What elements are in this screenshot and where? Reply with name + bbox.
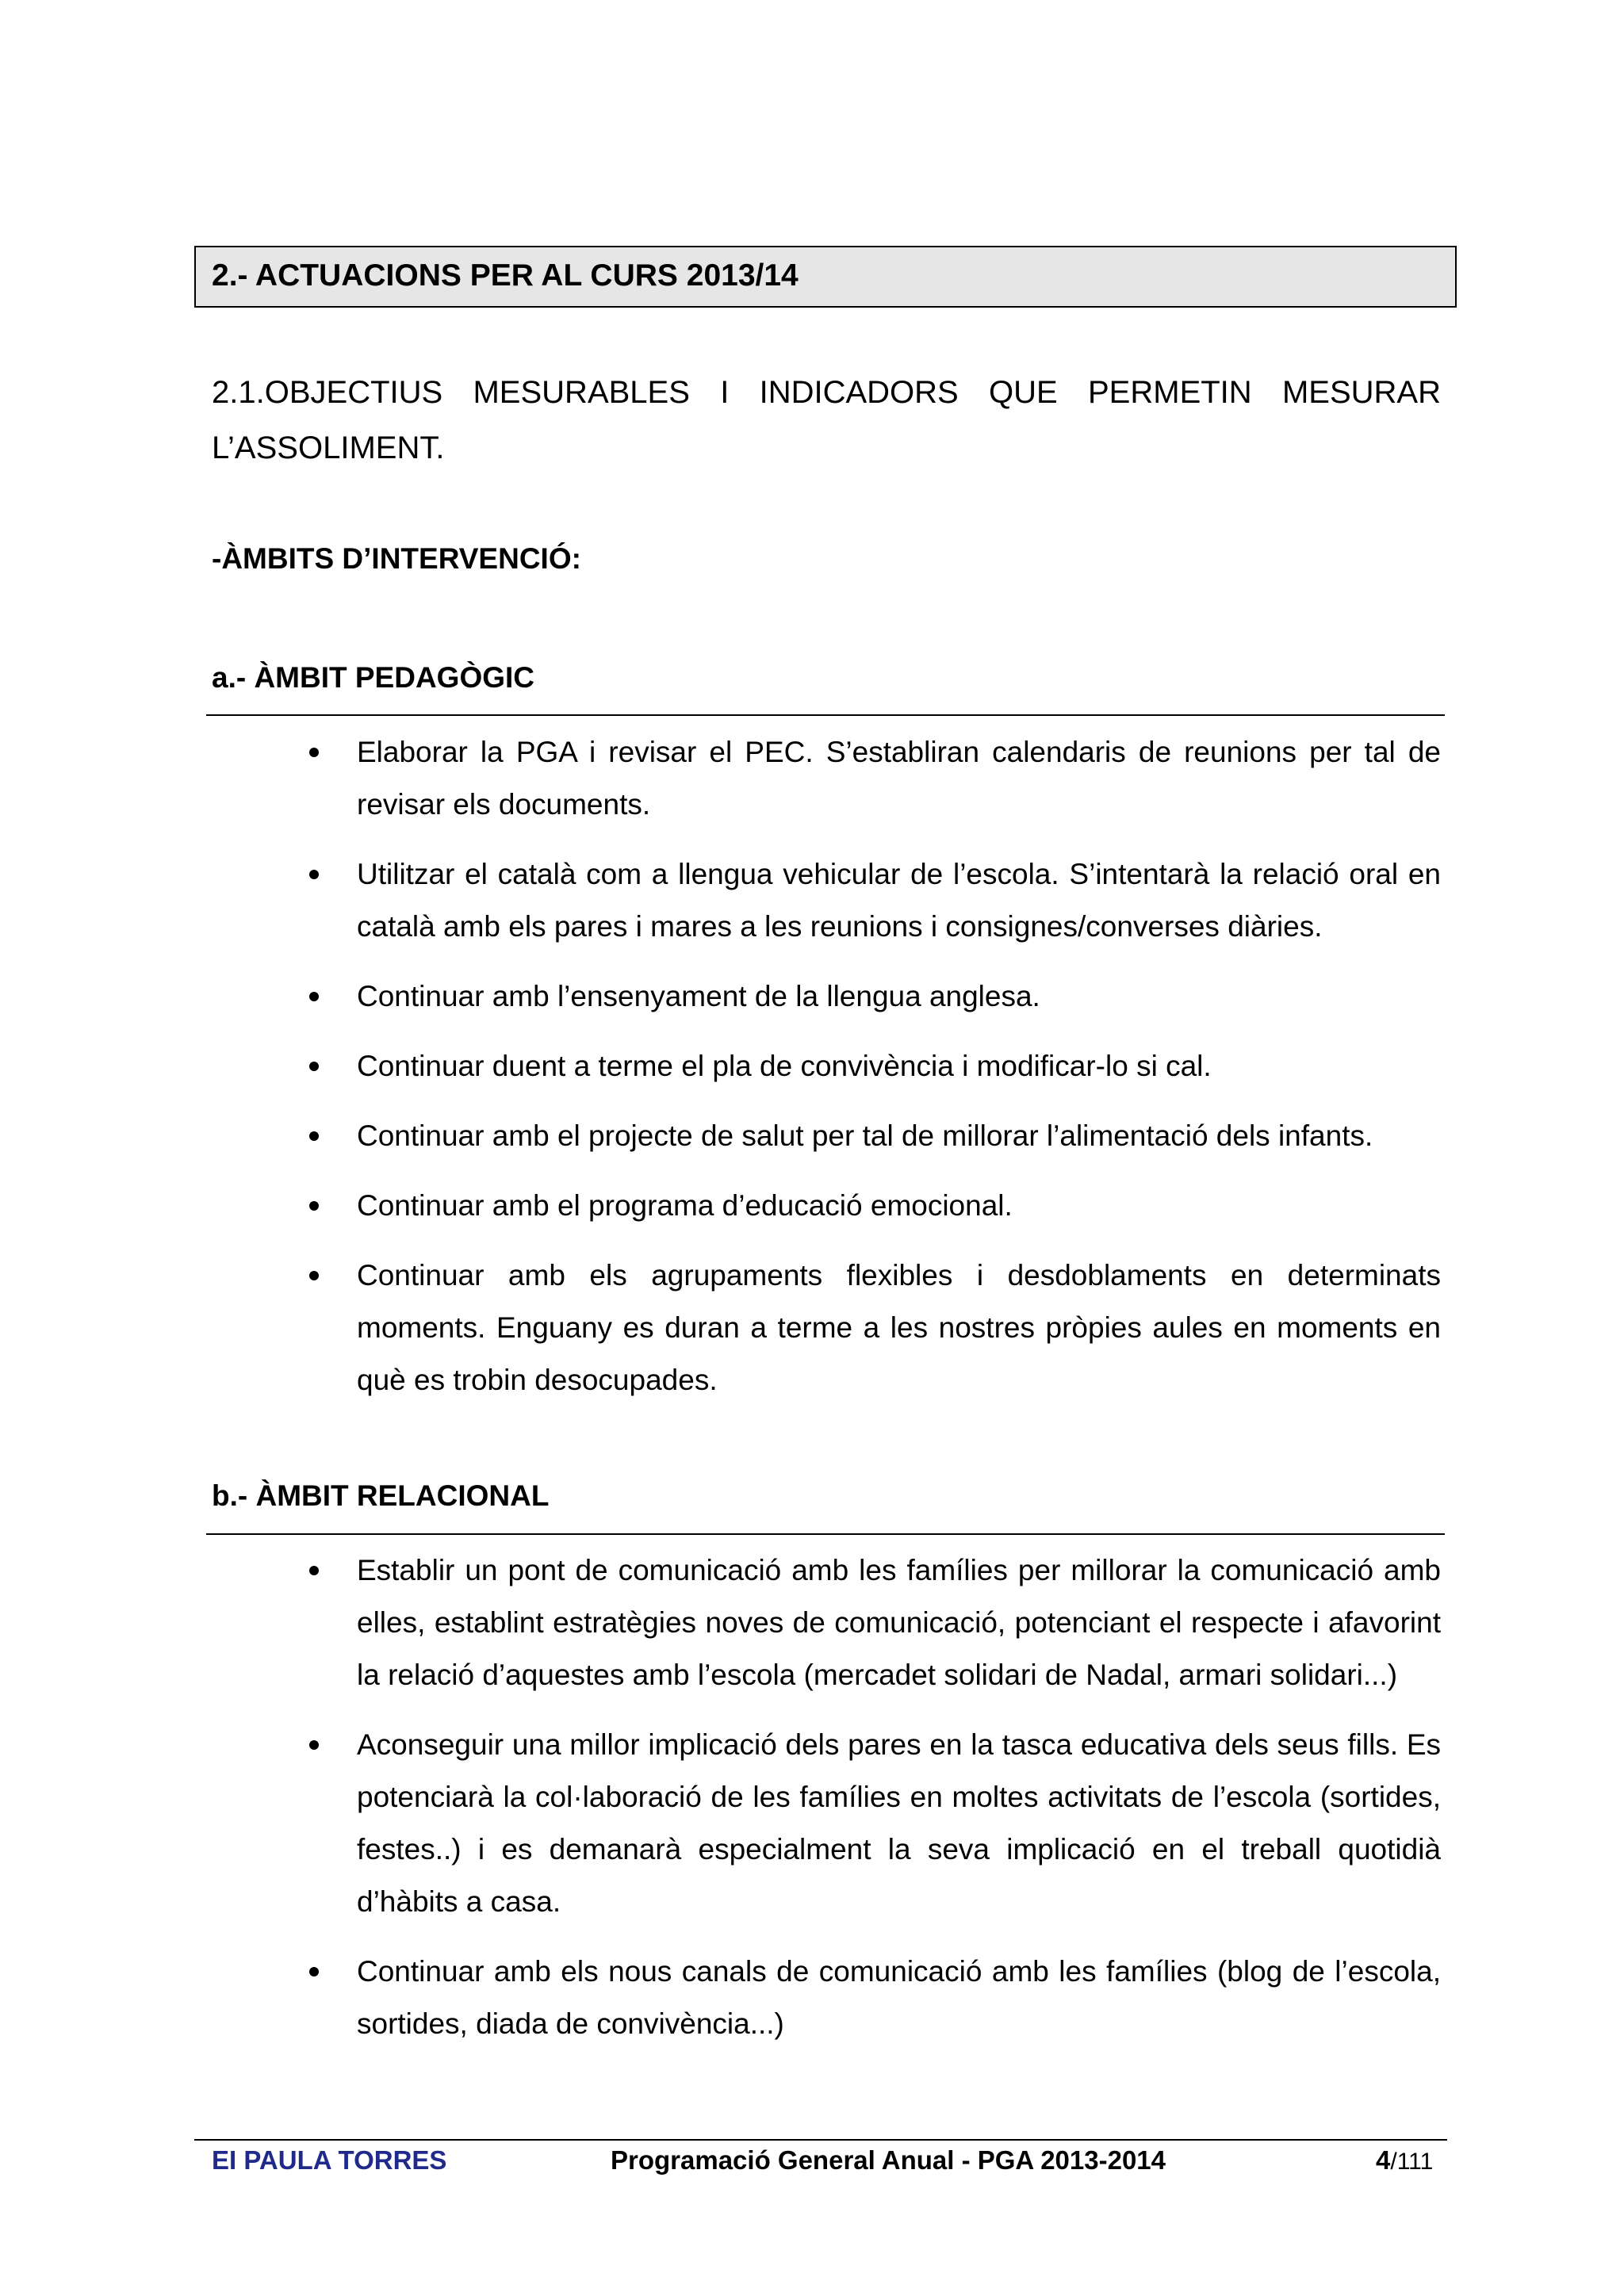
bullet-icon (309, 1062, 319, 1071)
list-item (309, 1946, 1441, 2050)
ambit-b-list (309, 1544, 1441, 2068)
footer-school-name: EI PAULA TORRES (212, 2145, 447, 2175)
list-item-text: Continuar amb el programa d’educació emocional. (357, 1189, 1013, 1222)
bullet-icon (309, 748, 319, 757)
list-item (309, 1249, 1441, 1406)
bullet-icon (309, 1201, 319, 1211)
list-item (309, 970, 1441, 1023)
list-item (309, 726, 1441, 831)
list-item-text: Continuar amb el projecte de salut per tal de millorar l’alimentació dels infants. (357, 1119, 1373, 1152)
list-item-text: Utilitzar el català com a llengua vehicular de l’escola. S’intentarà la relació oral en català amb els pares i mares a les reunions i consignes/converses diàries. (357, 858, 1441, 943)
list-item (309, 1544, 1441, 1701)
page-current: 4 (1376, 2145, 1391, 2175)
list-item-text: Continuar amb l’ensenyament de la llengua anglesa. (357, 980, 1040, 1012)
bullet-icon (309, 870, 319, 879)
bullet-icon (309, 1740, 319, 1750)
footer-page-number (1376, 2145, 1433, 2175)
ambit-b-heading: b.- ÀMBIT RELACIONAL (212, 1479, 550, 1512)
list-item-text: Aconseguir una millor implicació dels pares en la tasca educativa dels seus fills. Es potenciarà la col·laboració de les famílies en moltes activitats de l’escola (sortides, festes..) i es demanarà especialment la seva implicació en el treball quotidià d’hàbits a casa. (357, 1728, 1441, 1918)
list-item (309, 1110, 1441, 1162)
list-item-text: Continuar amb els agrupaments flexibles i desdoblaments en determinats moments. Enguany es duran a terme a les nostres pròpies aules en moments en què es trobin desocupades. (357, 1259, 1441, 1396)
footer-document-title: Programació General Anual - PGA 2013-2014 (611, 2145, 1166, 2175)
subsection-title: 2.1.OBJECTIUS MESURABLES I INDICADORS QUE PERMETIN MESURAR L’ASSOLIMENT. (212, 375, 1441, 465)
section-title-box (194, 246, 1457, 308)
ambit-a-divider (206, 714, 1445, 716)
page-total: /111 (1390, 2149, 1434, 2175)
list-item (309, 1180, 1441, 1232)
bullet-icon (309, 992, 319, 1001)
ambits-heading: -ÀMBITS D’INTERVENCIÓ: (212, 542, 581, 575)
list-item (309, 1719, 1441, 1928)
footer-divider (194, 2139, 1447, 2141)
ambit-a-heading: a.- ÀMBIT PEDAGÒGIC (212, 661, 535, 694)
list-item (309, 848, 1441, 953)
list-item-text: Continuar amb els nous canals de comunicació amb les famílies (blog de l’escola, sortides, diada de convivència...) (357, 1955, 1441, 2040)
bullet-icon (309, 1967, 319, 1976)
bullet-icon (309, 1566, 319, 1575)
section-title: 2.- ACTUACIONS PER AL CURS 2013/14 (212, 258, 799, 293)
bullet-icon (309, 1271, 319, 1280)
ambit-b-divider (206, 1533, 1445, 1535)
list-item (309, 1040, 1441, 1093)
list-item-text: Continuar duent a terme el pla de convivència i modificar-lo si cal. (357, 1050, 1212, 1082)
bullet-icon (309, 1131, 319, 1141)
list-item-text: Elaborar la PGA i revisar el PEC. S’establiran calendaris de reunions per tal de revisar els documents. (357, 736, 1441, 821)
ambit-a-list (309, 726, 1441, 1424)
list-item-text: Establir un pont de comunicació amb les famílies per millorar la comunicació amb elles, establint estratègies noves de comunicació, potenciant el respecte i afavorint la relació d’aquestes amb l’escola (mercadet solidari de Nadal, armari solidari...) (357, 1554, 1441, 1691)
